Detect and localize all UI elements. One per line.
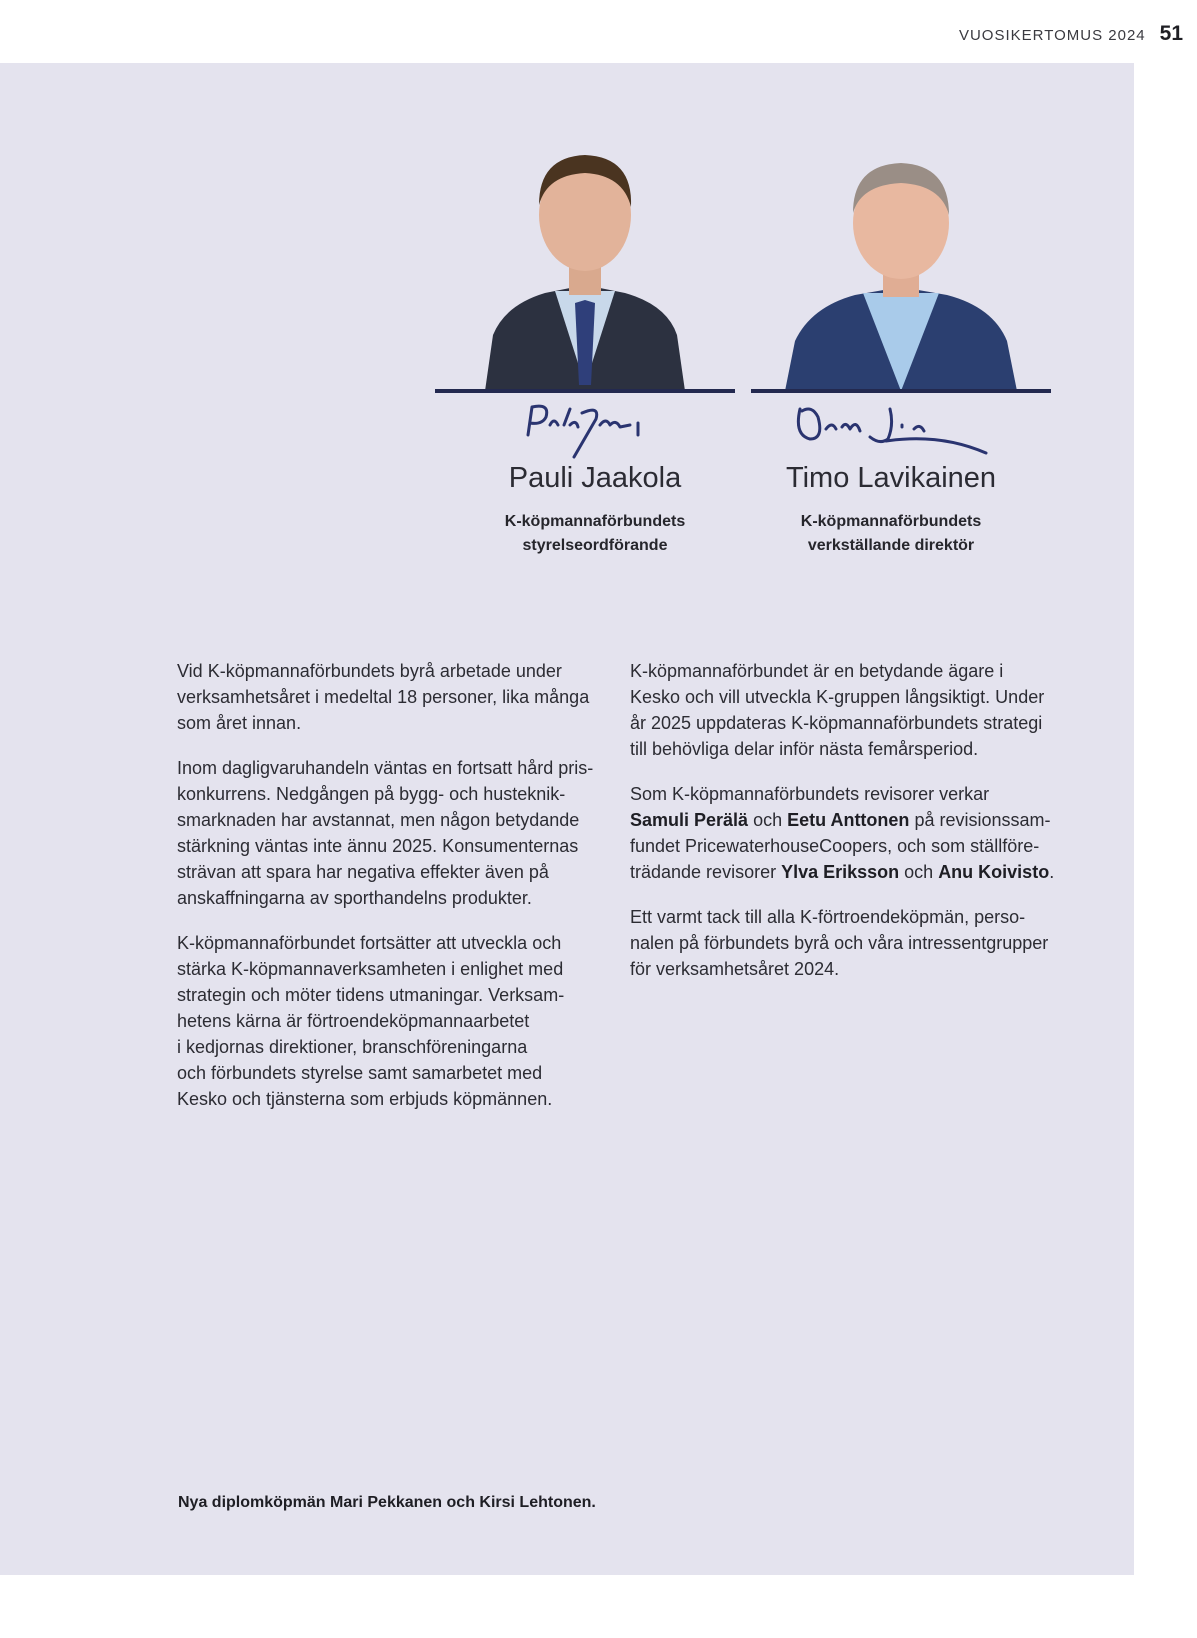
paragraph xyxy=(177,658,593,736)
signature-timo-lavikainen xyxy=(790,395,990,470)
text-line: konkurrens. Nedgången på bygg- och husteknik- xyxy=(177,784,566,804)
portrait-timo-lavikainen xyxy=(751,135,1051,391)
text-line: Kesko och vill utveckla K-gruppen långsiktigt. Under xyxy=(630,687,1045,707)
text-column-left xyxy=(177,658,593,1131)
text-line xyxy=(630,859,1054,885)
text-line xyxy=(630,807,1054,833)
page-number: 51 xyxy=(1159,22,1183,45)
text-line: år 2025 uppdateras K-köpmannaförbundets strategi xyxy=(630,713,1043,733)
photo-caption: Nya diplomköpmän Mari Pekkanen och Kirsi Lehtonen. xyxy=(178,1494,596,1511)
role-line: styrelseordförande xyxy=(522,537,668,554)
text-line: Inom dagligvaruhandeln väntas en fortsatt hård pris- xyxy=(177,758,594,778)
person-role xyxy=(741,510,1041,558)
text-line: Vid K-köpmannaförbundets byrå arbetade under xyxy=(177,661,562,681)
text-line: smarknaden har avstannat, men någon betydande xyxy=(177,810,580,830)
signature-pauli-jaakola xyxy=(520,395,650,470)
paragraph-auditors xyxy=(630,781,1054,885)
text-line: strävan att spara har negativa effekter även på xyxy=(177,862,549,882)
text-line: stärka K-köpmannaverksamheten i enlighet med xyxy=(177,959,564,979)
paragraph xyxy=(630,904,1054,982)
paragraph xyxy=(630,658,1054,762)
text-line: strategin och möter tidens utmaningar. Verksam- xyxy=(177,985,565,1005)
text-line: hetens kärna är förtroendeköpmannaarbetet xyxy=(177,1011,530,1031)
portrait-pauli-jaakola xyxy=(435,135,735,391)
text-fragment: och xyxy=(899,862,939,882)
deputy-auditor-name: Ylva Eriksson xyxy=(781,862,900,882)
report-title: VUOSIKERTOMUS 2024 xyxy=(958,27,1146,44)
text-line: Kesko och tjänsterna som erbjuds köpmännen. xyxy=(177,1089,553,1109)
text-line: stärkning väntas inte ännu 2025. Konsumenternas xyxy=(177,836,579,856)
auditor-name: Eetu Anttonen xyxy=(787,810,910,830)
text-line: som året innan. xyxy=(177,713,302,733)
text-line: för verksamhetsåret 2024. xyxy=(630,959,840,979)
portrait-rule xyxy=(435,389,735,393)
auditor-name: Samuli Perälä xyxy=(630,810,749,830)
portrait-rule xyxy=(751,389,1051,393)
text-line: till behövliga delar inför nästa femårsperiod. xyxy=(630,739,979,759)
person-name: Pauli Jaakola xyxy=(508,462,682,494)
text-line: verksamhetsåret i medeltal 18 personer, lika många xyxy=(177,687,590,707)
deputy-auditor-name: Anu Koivisto xyxy=(938,862,1050,882)
text-line: Ett varmt tack till alla K-förtroendeköpmän, perso- xyxy=(630,907,1026,927)
text-fragment: på revisionssam- xyxy=(909,810,1051,830)
text-line: K-köpmannaförbundet är en betydande ägare i xyxy=(630,661,1004,681)
text-line: nalen på förbundets byrå och våra intressentgrupper xyxy=(630,933,1049,953)
text-line: och förbundets styrelse samt samarbetet med xyxy=(177,1063,543,1083)
text-line: Som K-köpmannaförbundets revisorer verkar xyxy=(630,784,990,804)
text-line: fundet PricewaterhouseCoopers, och som ställföre- xyxy=(630,836,1040,856)
paragraph xyxy=(177,930,593,1112)
text-line: anskaffningarna av sporthandelns produkter. xyxy=(177,888,532,908)
paragraph xyxy=(177,755,593,911)
page-header xyxy=(959,22,1183,46)
role-line: verkställande direktör xyxy=(807,537,975,554)
text-fragment: . xyxy=(1049,862,1055,882)
role-line: K-köpmannaförbundets xyxy=(800,513,982,530)
text-column-right xyxy=(630,658,1054,1001)
role-line: K-köpmannaförbundets xyxy=(504,513,686,530)
person-name: Timo Lavikainen xyxy=(785,462,997,494)
text-line: K-köpmannaförbundet fortsätter att utveckla och xyxy=(177,933,562,953)
text-line: i kedjornas direktioner, branschföreningarna xyxy=(177,1037,528,1057)
text-fragment: trädande revisorer xyxy=(630,862,782,882)
person-role xyxy=(445,510,745,558)
text-fragment: och xyxy=(748,810,788,830)
